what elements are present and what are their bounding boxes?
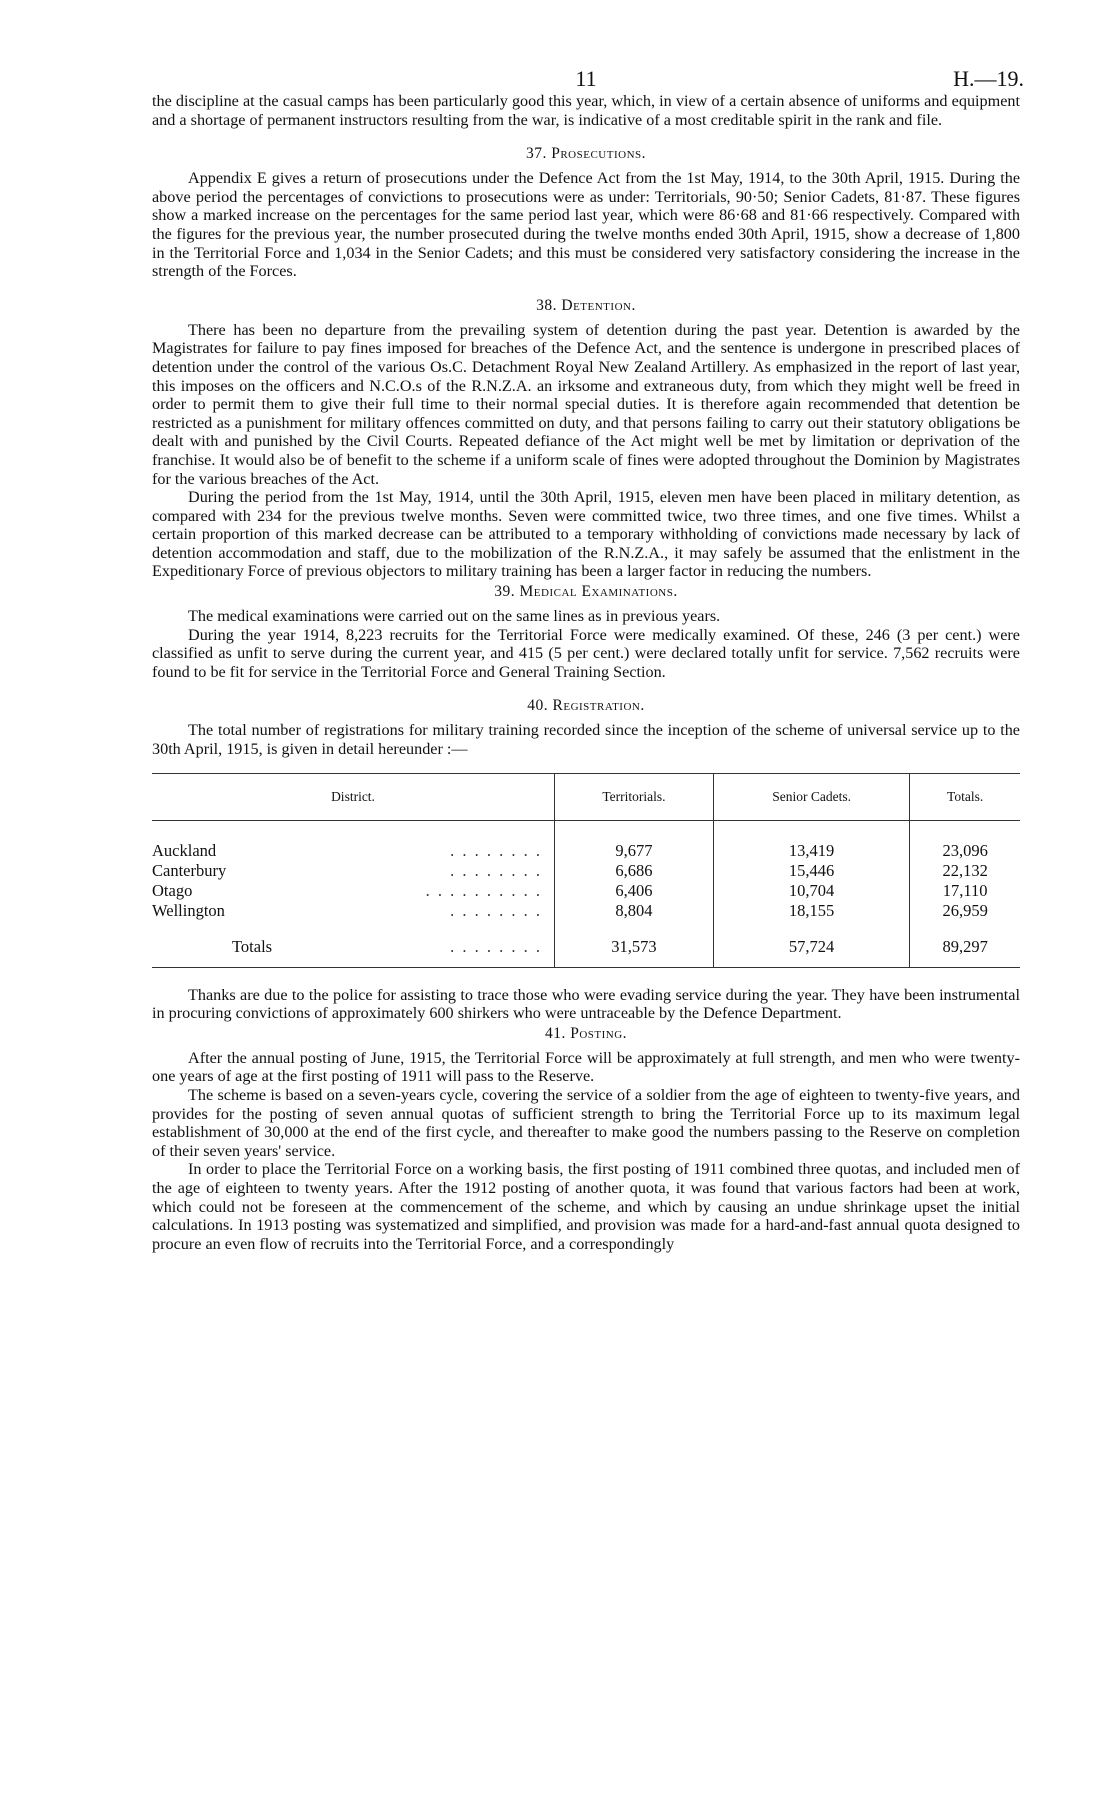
cell-totals: 22,132 — [910, 861, 1020, 881]
table-spacer-row — [152, 820, 1020, 841]
section-39-paragraph-1: The medical examinations were carried out on the same lines as in previous years. — [188, 607, 721, 626]
intro-paragraph: the discipline at the casual camps has been particularly good this year, which, in view of a certain absence of uniforms and equipment and a shortage of permanent instructors resulting from the war, is indicative of a most creditable spirit in the rank and file. — [152, 92, 1020, 129]
total-senior-cadets: 57,724 — [713, 937, 909, 968]
section-40-paragraph-1: The total number of registrations for military training recorded since the inception of the scheme of universal service up to the 30th April, 1915, is given in detail hereunder :— — [152, 721, 1020, 759]
leader-dots: . . . . . . . . — [450, 860, 542, 880]
cell-senior-cadets: 15,446 — [713, 861, 909, 881]
cell-senior-cadets: 18,155 — [713, 901, 909, 921]
totals-label: Totals — [232, 936, 273, 956]
cell-territorials: 6,406 — [555, 881, 714, 901]
leader-dots: . . . . . . . . — [450, 840, 542, 860]
document-page — [152, 56, 1024, 1253]
section-38-paragraph-1: There has been no departure from the prevailing system of detention during the past year. Detention is awarded by the Magistrates for failure to pay fines imposed for breaches of the Defence Act, and the sentence is undergone in prescribed places of detention under the control of the various Os.C. Detachment Royal New Zealand Artillery. As emphasized in the report of last year, this imposes on the officers and N.C.O.s of the R.N.Z.A. an irksome and extraneous duty, from which they might well be freed in order to permit them to give their full time to their normal special duties. It is therefore again recommended that detention be restricted as a punishment for military offences committed on duty, and that persons failing to carry out their statutory obligations be dealt with and punished by the Civil Courts. Repeated defiance of the Act might well be met by limitation or deprivation of the franchise. It would also be of benefit to the scheme if a uniform scale of fines were adopted throughout the Dominion by Magistrates for the various breaches of the Act. — [152, 320, 1020, 488]
registration-table-wrapper — [152, 773, 1020, 968]
cell-senior-cadets: 13,419 — [713, 841, 909, 861]
section-39-heading: 39. Medical Examinations. — [494, 583, 678, 601]
header-territorials: Territorials. — [555, 773, 714, 820]
cell-totals: 23,096 — [910, 841, 1020, 861]
header-district: District. — [152, 773, 555, 820]
cell-territorials: 9,677 — [555, 841, 714, 861]
leader-dots: . . . . . . . . — [450, 900, 542, 920]
section-37-heading: 37. Prosecutions. — [525, 145, 647, 163]
section-41-heading: 41. Posting. — [544, 1024, 628, 1042]
cell-territorials: 6,686 — [555, 861, 714, 881]
section-37-paragraph-1: Appendix E gives a return of prosecutions under the Defence Act from the 1st May, 1914, to the 30th April, 1915. During the above period the percentages of convictions to prosecutions were as under: Territorials, 90·50; Senior Cadets, 81·87. These figures show a marked increase on the percentages for the same period last year, which were 86·68 and 81·66 respectively. Compared with the figures for the previous year, the number prosecuted during the twelve months ended 30th April, 1915, show a decrease of 1,800 in the Territorial Force and 1,034 in the Senior Cadets; and this must be considered very satisfactory considering the increase in the strength of the Forces. — [152, 169, 1020, 281]
table-row — [152, 881, 1020, 901]
cell-totals: 26,959 — [910, 901, 1020, 921]
header-totals: Totals. — [910, 773, 1020, 820]
section-40-paragraph-2: Thanks are due to the police for assisting to trace those who were evading service during the year. They have been instrumental in procuring convictions of approximately 600 shirkers who were untraceable by the Defence Department. — [152, 985, 1020, 1023]
district-name: Otago — [152, 880, 193, 900]
page-header — [152, 56, 1024, 92]
page-number: 11 — [575, 66, 597, 91]
grand-total: 89,297 — [910, 937, 1020, 968]
document-code: H.—19. — [953, 66, 1024, 91]
table-row — [152, 841, 1020, 861]
section-39-paragraph-2: During the year 1914, 8,223 recruits for the Territorial Force were medically examined. Of these, 246 (3 per cent.) were classified as unfit to serve during the current year, and 415 (5 per cent.) were declared totally unfit for service. 7,562 recruits were found to be fit for service in the Territorial Force and General Training Section. — [152, 625, 1020, 681]
table-row — [152, 861, 1020, 881]
section-41-paragraph-3: In order to place the Territorial Force on a working basis, the first posting of 1911 combined three quotas, and included men of the age of eighteen to twenty years. After the 1912 posting of another quota, it was found that various factors had been at work, which could not be foreseen at the commencement of the scheme, and which by causing an undue shrinkage upset the initial calculations. In 1913 posting was systematized and simplified, and provision was made for a hard-and-fast annual quota designed to procure an even flow of recruits into the Territorial Force, and a correspondingly — [152, 1160, 1020, 1253]
district-name: Canterbury — [152, 860, 227, 880]
section-41-paragraph-2: The scheme is based on a seven-years cycle, covering the service of a soldier from the age of eighteen to twenty-five years, and provides for the posting of seven annual quotas of sufficient strength to bring the Territorial Force up to its maximum legal establishment of 30,000 at the end of the first cycle, and thereafter to make good the numbers passing to the Reserve on completion of their seven years' service. — [152, 1086, 1020, 1160]
leader-dots: . . . . . . . . — [450, 936, 542, 956]
cell-senior-cadets: 10,704 — [713, 881, 909, 901]
section-41-paragraph-1: After the annual posting of June, 1915, the Territorial Force will be approximately at full strength, and men who were twenty-one years of age at the first posting of 1911 will pass to the Reserve. — [152, 1048, 1020, 1086]
table-spacer-row — [152, 921, 1020, 937]
table-totals-row — [152, 937, 1020, 968]
district-name: Auckland — [152, 840, 217, 860]
table-row — [152, 901, 1020, 921]
header-senior-cadets: Senior Cadets. — [713, 773, 909, 820]
cell-totals: 17,110 — [910, 881, 1020, 901]
table-header-row — [152, 773, 1020, 820]
cell-territorials: 8,804 — [555, 901, 714, 921]
total-territorials: 31,573 — [555, 937, 714, 968]
section-38-heading: 38. Detention. — [536, 296, 636, 314]
leader-dots: . . . . . . . . . . — [425, 880, 542, 900]
registration-table — [152, 773, 1020, 968]
district-name: Wellington — [152, 900, 225, 920]
section-38-paragraph-2: During the period from the 1st May, 1914, until the 30th April, 1915, eleven men have been placed in military detention, as compared with 234 for the previous twelve months. Seven were committed twice, two three times, and one five times. Whilst a certain proportion of this marked decrease can be attributed to a temporary withholding of convictions made necessary by lack of detention accommodation and staff, due to the mobilization of the R.N.Z.A., it may safely be assumed that the enlistment in the Expeditionary Force of previous objectors to military training has been a larger factor in reducing the numbers. — [152, 488, 1020, 581]
section-40-heading: 40. Registration. — [527, 697, 645, 715]
